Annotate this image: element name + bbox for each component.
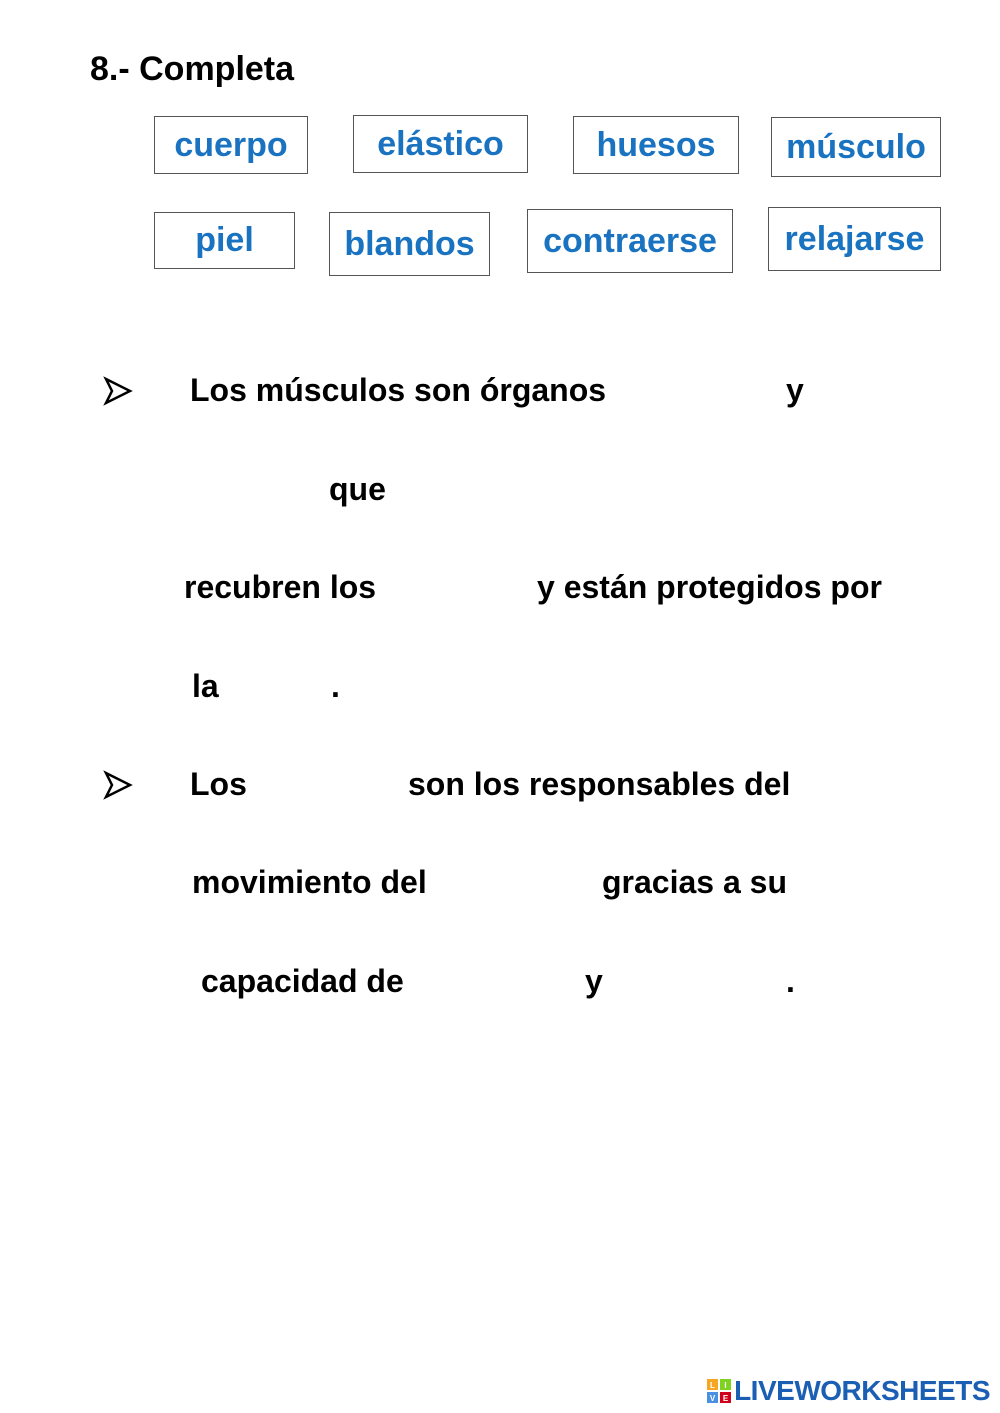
word-card-huesos[interactable]: huesos (573, 116, 739, 174)
arrow-bullet-icon (103, 376, 133, 406)
sentence-2-text-b: son los responsables del (408, 766, 791, 802)
sentence-1-text-e: y están protegidos por (537, 569, 882, 605)
sentence-1-text-c: que (329, 471, 386, 507)
arrow-bullet-icon (103, 770, 133, 800)
sentence-2-period: . (786, 963, 795, 999)
liveworksheets-brand (707, 1375, 990, 1407)
svg-text:I: I (724, 1381, 727, 1390)
sentence-1-text-a: Los músculos son órganos (190, 372, 607, 408)
sentence-2-text-c: movimiento del (192, 864, 427, 900)
svg-text:V: V (709, 1394, 716, 1403)
word-card-musculo[interactable]: músculo (771, 117, 941, 177)
sentence-2-text-a: Los (190, 766, 247, 802)
sentence-2-text-f: y (585, 963, 603, 999)
sentence-1-text-f: la (192, 668, 219, 704)
word-card-relajarse[interactable]: relajarse (768, 207, 941, 271)
word-card-piel[interactable]: piel (154, 212, 295, 269)
sentence-1-text-b: y (786, 372, 804, 408)
brand-name: LIVEWORKSHEETS (734, 1375, 990, 1406)
liveworksheets-logo-icon (707, 1379, 731, 1403)
word-card-blandos[interactable]: blandos (329, 212, 490, 276)
sentence-1-period: . (331, 668, 340, 704)
sentence-2-text-e: capacidad de (201, 963, 404, 999)
word-card-elastico[interactable]: elástico (353, 115, 528, 173)
svg-text:L: L (710, 1381, 716, 1390)
exercise-title: 8.- Completa (90, 50, 295, 88)
svg-text:E: E (722, 1394, 729, 1403)
sentence-2-text-d: gracias a su (602, 864, 787, 900)
word-card-cuerpo[interactable]: cuerpo (154, 116, 308, 174)
word-card-contraerse[interactable]: contraerse (527, 209, 733, 273)
sentence-1-text-d: recubren los (184, 569, 377, 605)
